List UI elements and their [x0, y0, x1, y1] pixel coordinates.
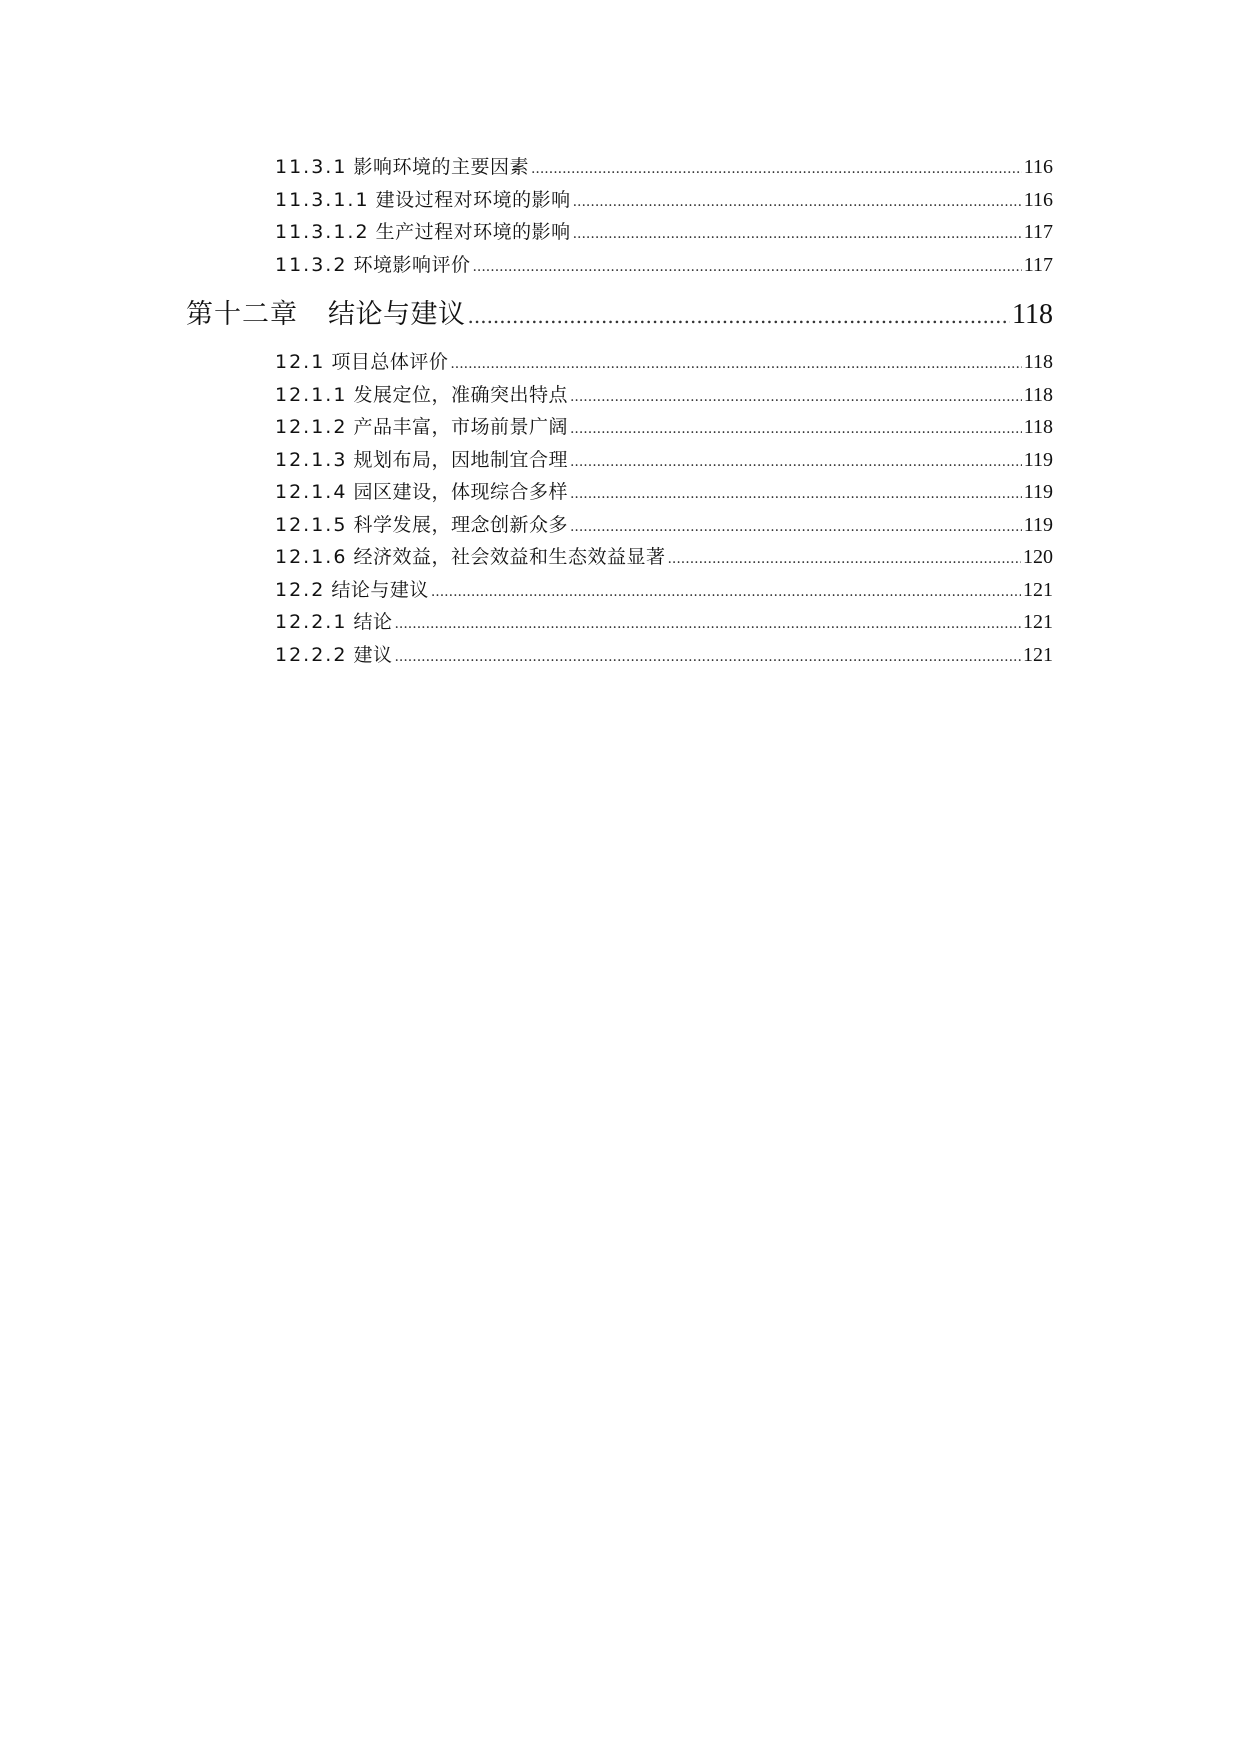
- toc-dot-leader: [570, 421, 1022, 437]
- toc-entry-number: 12.1.6: [275, 546, 348, 568]
- toc-entry-11-3-2[interactable]: [275, 250, 1053, 282]
- toc-dot-leader: [472, 259, 1021, 275]
- toc-entry-title: 建议: [353, 644, 393, 666]
- toc-entry-11-3-1[interactable]: [275, 152, 1053, 184]
- toc-entry-label: [275, 185, 571, 212]
- toc-entry-number: 12.2.1: [275, 611, 348, 633]
- toc-entry-number: 12.1.2: [275, 416, 348, 438]
- toc-dot-leader: [531, 161, 1022, 177]
- toc-entry-label: [275, 445, 568, 472]
- toc-entry-number: 11.3.2: [275, 254, 348, 276]
- toc-entry-page: 116: [1023, 156, 1053, 178]
- toc-entry-label: [275, 542, 665, 569]
- toc-entry-title: 项目总体评价: [331, 351, 449, 373]
- toc-entry-title: 影响环境的主要因素: [353, 156, 529, 178]
- toc-entry-label: [275, 412, 568, 439]
- toc-entry-label: [275, 347, 448, 374]
- toc-entry-page: 121: [1023, 579, 1053, 601]
- toc-dot-leader: [468, 304, 1011, 328]
- toc-entry-page: 117: [1023, 254, 1053, 276]
- toc-dot-leader: [394, 616, 1021, 632]
- toc-entry-12-2[interactable]: [275, 575, 1053, 607]
- toc-entry-12-2-2[interactable]: [275, 640, 1053, 672]
- toc-entry-12-1-1[interactable]: [275, 380, 1053, 412]
- toc-entry-title: 产品丰富，市场前景广阔: [353, 416, 568, 438]
- toc-entry-label: [275, 477, 568, 504]
- toc-entry-label: [275, 152, 529, 179]
- toc-dot-leader: [570, 454, 1022, 470]
- toc-entry-label: [275, 607, 392, 634]
- toc-entry-number: 11.3.1.2: [275, 221, 370, 243]
- toc-entry-page: 119: [1023, 449, 1053, 471]
- toc-entry-title: 科学发展，理念创新众多: [353, 514, 568, 536]
- toc-chapter-number: 第十二章: [186, 299, 298, 330]
- toc-entry-12-1-2[interactable]: [275, 412, 1053, 444]
- toc-entry-number: 12.2.2: [275, 644, 348, 666]
- toc-entry-12-1[interactable]: [275, 347, 1053, 379]
- toc-entry-label: [275, 575, 429, 602]
- toc-entry-page: 119: [1023, 514, 1053, 536]
- toc-entry-page: 118: [1023, 384, 1053, 406]
- toc-entry-page: 118: [1023, 351, 1053, 373]
- toc-entry-title: 经济效益，社会效益和生态效益显著: [353, 546, 666, 568]
- toc-entry-title: 发展定位，准确突出特点: [353, 384, 568, 406]
- toc-entry-label: [275, 510, 568, 537]
- toc-chapter-12[interactable]: [186, 292, 1053, 336]
- toc-dot-leader: [573, 226, 1022, 242]
- toc-chapter-page: 118: [1012, 299, 1053, 330]
- toc-entry-title: 结论与建议: [331, 579, 429, 601]
- toc-entry-number: 12.1.5: [275, 514, 348, 536]
- toc-entry-11-3-1-1[interactable]: [275, 185, 1053, 217]
- toc-entry-12-2-1[interactable]: [275, 607, 1053, 639]
- toc-dot-leader: [394, 649, 1021, 665]
- toc-entry-title: 建设过程对环境的影响: [375, 189, 571, 211]
- toc-entry-page: 118: [1023, 416, 1053, 438]
- toc-entry-title: 结论: [353, 611, 393, 633]
- toc-entry-number: 12.2: [275, 579, 326, 601]
- toc-entry-12-1-6[interactable]: [275, 542, 1053, 574]
- toc-dot-leader: [667, 551, 1021, 567]
- toc-entry-title: 生产过程对环境的影响: [375, 221, 571, 243]
- toc-entry-label: [275, 250, 470, 277]
- toc-entry-number: 12.1.1: [275, 384, 348, 406]
- toc-entry-title: 园区建设，体现综合多样: [353, 481, 568, 503]
- toc-chapter-label: [186, 292, 466, 331]
- toc-dot-leader: [570, 389, 1022, 405]
- toc-dot-leader: [431, 584, 1021, 600]
- toc-entry-label: [275, 380, 568, 407]
- toc-entry-page: 120: [1023, 546, 1053, 568]
- toc-dot-leader: [573, 194, 1022, 210]
- toc-entry-12-1-5[interactable]: [275, 510, 1053, 542]
- toc-entry-number: 12.1: [275, 351, 326, 373]
- toc-entry-11-3-1-2[interactable]: [275, 217, 1053, 249]
- toc-entry-page: 116: [1023, 189, 1053, 211]
- toc-entry-12-1-4[interactable]: [275, 477, 1053, 509]
- toc-entry-title: 环境影响评价: [353, 254, 471, 276]
- toc-entry-number: 11.3.1.1: [275, 189, 370, 211]
- toc-entry-label: [275, 217, 571, 244]
- toc-entry-number: 11.3.1: [275, 156, 348, 178]
- toc-chapter-title: 结论与建议: [328, 299, 466, 330]
- toc-entry-number: 12.1.4: [275, 481, 348, 503]
- toc-entry-title: 规划布局，因地制宜合理: [353, 449, 568, 471]
- toc-dot-leader: [450, 356, 1021, 372]
- toc-entry-number: 12.1.3: [275, 449, 348, 471]
- toc-entry-page: 121: [1023, 644, 1053, 666]
- toc-dot-leader: [570, 519, 1022, 535]
- toc-dot-leader: [570, 486, 1022, 502]
- toc-entry-page: 119: [1023, 481, 1053, 503]
- toc-entry-page: 121: [1023, 611, 1053, 633]
- toc-entry-12-1-3[interactable]: [275, 445, 1053, 477]
- toc-entry-label: [275, 640, 392, 667]
- toc-entry-page: 117: [1023, 221, 1053, 243]
